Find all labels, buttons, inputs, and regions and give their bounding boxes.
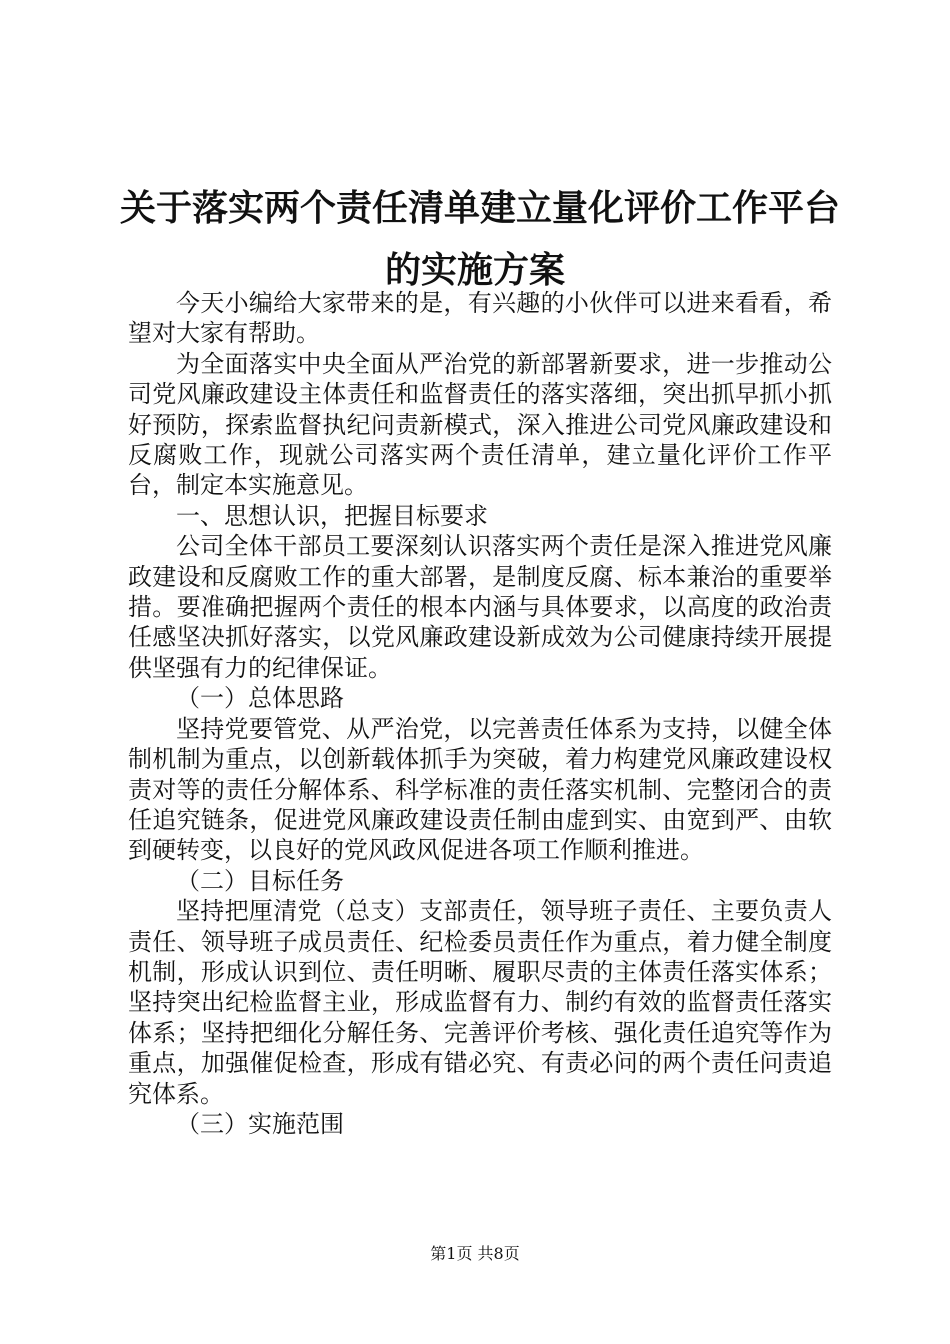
subsection-heading-1: （一）总体思路 <box>176 684 344 713</box>
subsection-heading-2: （二）目标任务 <box>176 866 344 895</box>
document-title-line-1: 关于落实两个责任清单建立量化评价工作平台 <box>120 187 841 229</box>
page-footer: 第1页 共8页 <box>430 1244 520 1263</box>
section-1-paragraph: 公司全体干部员工要深刻认识落实两个责任是深入推进党风廉政建设和反腐败工作的重大部署，是制度反腐、标本兼治的重要举措。要准确把握两个责任的根本内涵与具体要求，以高度的政治责任感坚决抓好落实，以党风廉政建设新成效为公司健康持续开展提供坚强有力的纪律保证。 <box>128 532 832 682</box>
purpose-paragraph: 为全面落实中央全面从严治党的新部署新要求，进一步推动公司党风廉政建设主体责任和监督责任的落实落细，突出抓早抓小抓好预防，探索监督执纪问责新模式，深入推进公司党风廉政建设和反腐败工作，现就公司落实两个责任清单，建立量化评价工作平台，制定本实施意见。 <box>128 349 832 500</box>
subsection-2-paragraph: 坚持把厘清党（总支）支部责任，领导班子责任、主要负责人责任、领导班子成员责任、纪检委员责任作为重点，着力健全制度机制，形成认识到位、责任明晰、履职尽责的主体责任落实体系；坚持突出纪检监督主业，形成监督有力、制约有效的监督责任落实体系；坚持把细化分解任务、完善评价考核、强化责任追究等作为重点，加强催促检查，形成有错必究、有责必问的两个责任问责追究体系。 <box>128 897 832 1108</box>
subsection-heading-3: （三）实施范围 <box>176 1109 344 1138</box>
section-heading-1: 一、思想认识，把握目标要求 <box>176 501 488 530</box>
document-title-line-2: 的实施方案 <box>384 249 565 291</box>
document-body <box>128 288 832 1139</box>
intro-paragraph: 今天小编给大家带来的是，有兴趣的小伙伴可以进来看看，希望对大家有帮助。 <box>128 289 832 348</box>
subsection-1-paragraph: 坚持党要管党、从严治党，以完善责任体系为支持，以健全体制机制为重点，以创新载体抓手为突破，着力构建党风廉政建设权责对等的责任分解体系、科学标准的责任落实机制、完整闭合的责任追究链条，促进党风廉政建设责任制由虚到实、由宽到严、由软到硬转变，以良好的党风政风促进各项工作顺利推进。 <box>128 714 832 865</box>
